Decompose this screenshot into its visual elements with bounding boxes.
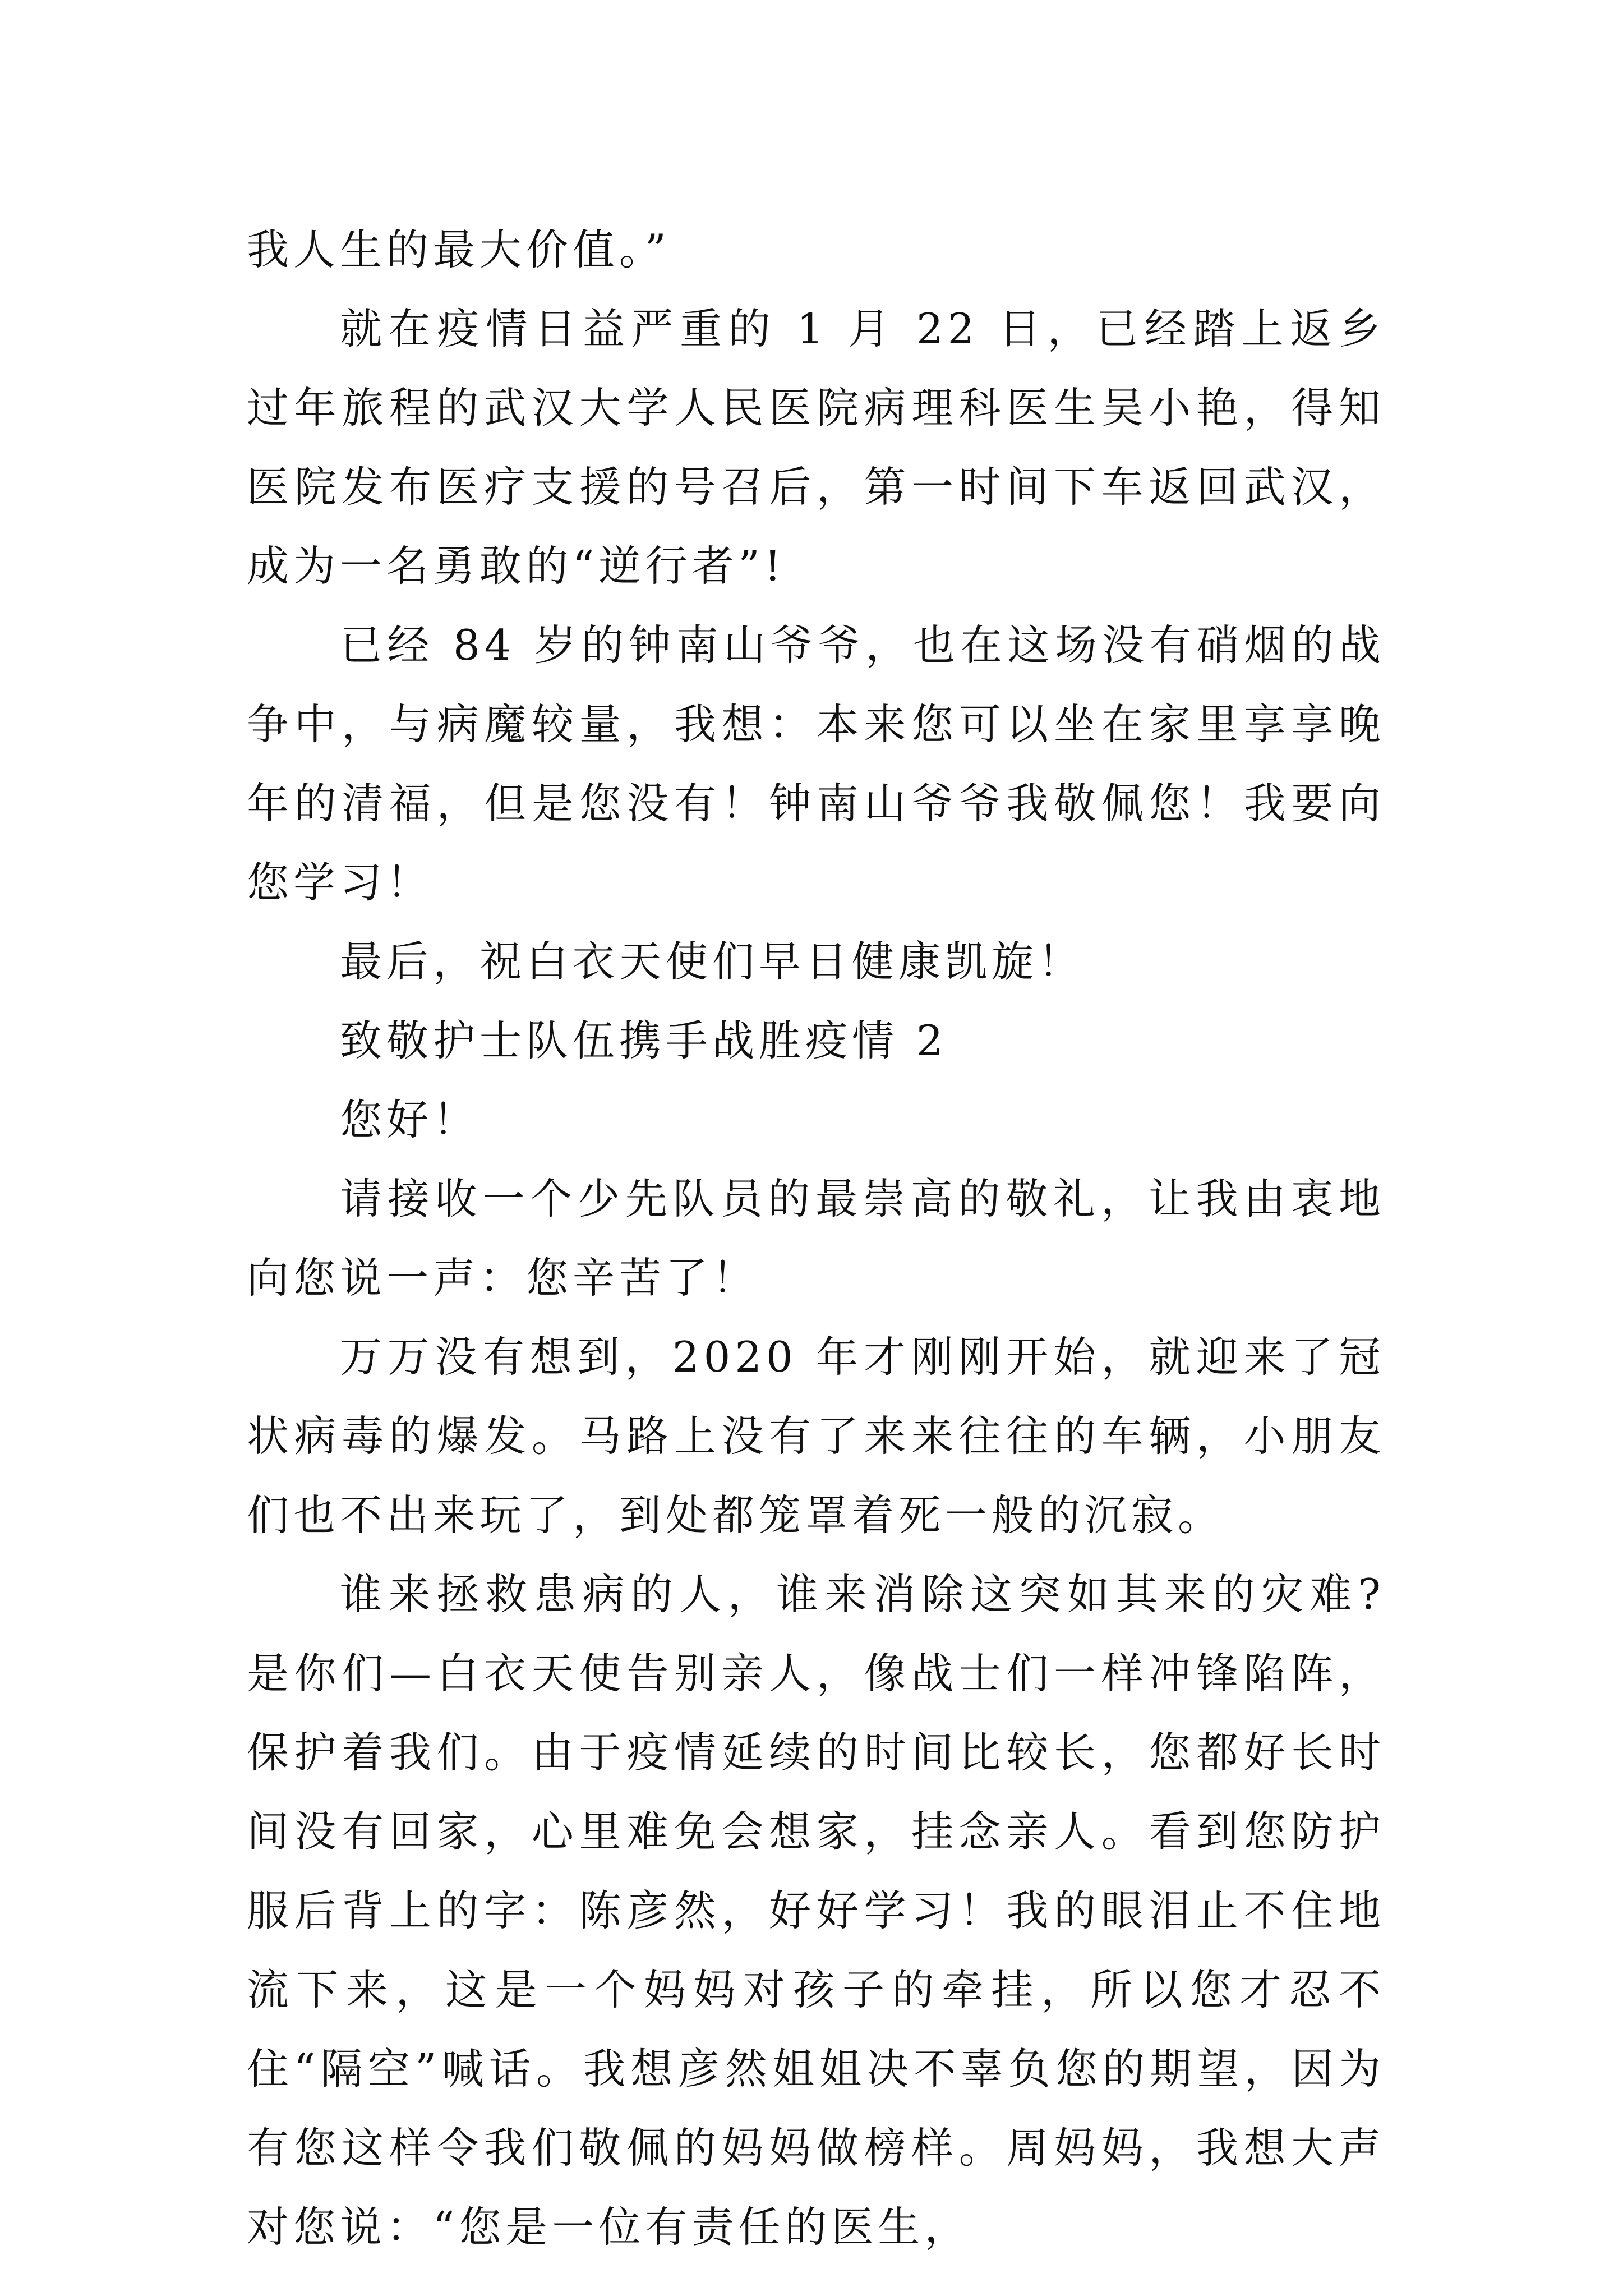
paragraph-2: 就在疫情日益严重的 1 月 22 日，已经踏上返乡过年旅程的武汉大学人民医院病理科医生吴小艳，得知医院发布医疗支援的号召后，第一时间下车返回武汉，成为一名勇敢的“逆行者”! bbox=[247, 304, 1385, 591]
section-heading: 致敬护士队伍携手战胜疫情 2 bbox=[340, 1016, 948, 1065]
document-body bbox=[247, 210, 1385, 2267]
paragraph-4: 最后，祝白衣天使们早日健康凯旋！ bbox=[340, 937, 1085, 986]
paragraph-3: 已经 84 岁的钟南山爷爷，也在这场没有硝烟的战争中，与病魔较量，我想：本来您可以坐在家里享享晚年的清福，但是您没有！钟南山爷爷我敬佩您！我要向您学习！ bbox=[247, 620, 1385, 907]
greeting: 您好！ bbox=[340, 1095, 480, 1144]
paragraph-8: 万万没有想到，2020 年才刚刚开始，就迎来了冠状病毒的爆发。马路上没有了来来往往的车辆，小朋友们也不出来玩了，到处都笼罩着死一般的沉寂。 bbox=[247, 1332, 1385, 1540]
paragraph-9: 谁来拯救患病的人，谁来消除这突如其来的灾难? 是你们—白衣天使告别亲人，像战士们一样冲锋陷阵，保护着我们。由于疫情延续的时间比较长，您都好长时间没有回家，心里难免会想家，挂念亲人。看到您防护服后背上的字：陈彦然，好好学习！我的眼泪止不住地流下来，这是一个妈妈对孩子的牵挂，所以您才忍不住“隔空”喊话。我想彦然姐姐决不辜负您的期望，因为有您这样令我们敬佩的妈妈做榜样。周妈妈，我想大声对您说：“您是一位有责任的医生， bbox=[247, 1570, 1385, 2252]
paragraph-1: 我人生的最大价值。” bbox=[247, 225, 671, 274]
paragraph-7: 请接收一个少先队员的最崇高的敬礼，让我由衷地向您说一声：您辛苦了！ bbox=[247, 1174, 1385, 1303]
